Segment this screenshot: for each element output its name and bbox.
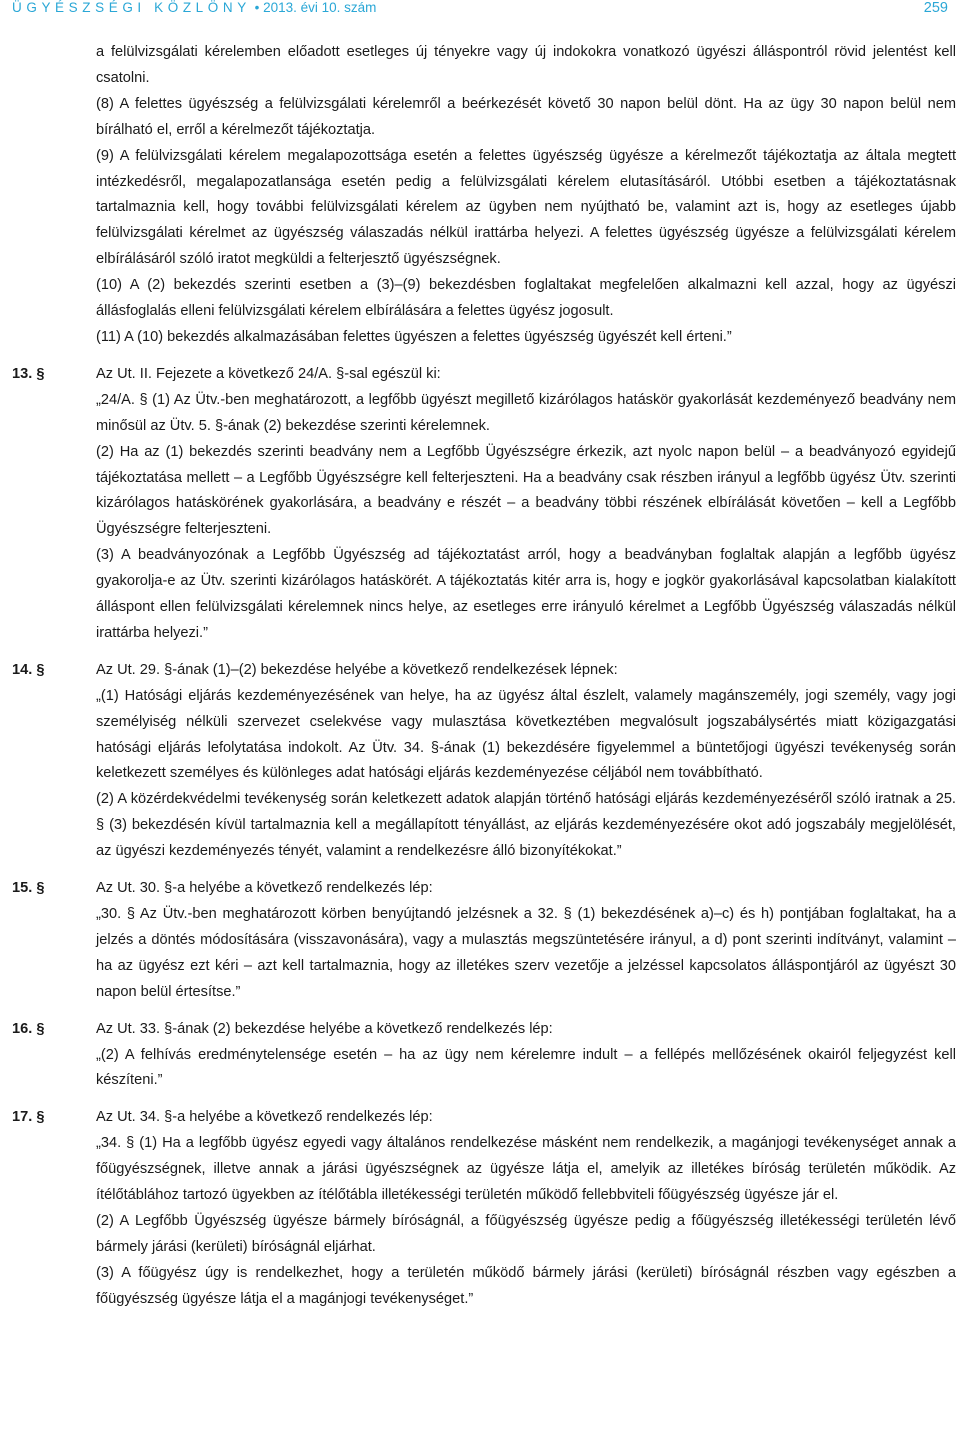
paragraph: a felülvizsgálati kérelemben előadott esetleges új tényekre vagy új indokokra vonatkozó ügyészi álláspontról rövid jelentést kell csatolni. [96,44,956,86]
paragraph: (3) A beadványozónak a Legfőbb Ügyészség ad tájékoztatást arról, hogy a beadványban foglaltak alapján a legfőbb ügyész gyakorolja-e az Ütv. szerinti kizárólagos hatáskörét. A tájékoztatás kitér arra is, hogy e jogkör gyakorlásával kapcsolatban kialakított álláspont ellen felülvizsgálati kérelemnek nincs helye, az esetleges erre irányuló kérelmet a Legfőbb Ügyészség válaszadás nélkül irattárba helyezi.” [96,547,956,641]
paragraph: (9) A felülvizsgálati kérelem megalapozottsága esetén a felettes ügyészség ügyésze a kérelmezőt tájékoztatja az általa megtett intézkedésről, megalapozatlansága esetén pedig a felülvizsgálati kérelem elutasításáról. Utóbbi esetben a tájékoztatásnak tartalmaznia kell, hogy további felülvizsgálati kérelem az ügyben nem nyújtható be, valamint azt is, hogy az esetleges újabb felülvizsgálati kérelmet az ügyészség válaszadás nélkül irattárba helyezi. A felettes ügyészség ügyésze a felülvizsgálati kérelem elbírálásáról szóló iratot megküldi a felterjesztő ügyészségnek. [96,147,956,268]
paragraph: Az Ut. 30. §-a helyébe a következő rendelkezés lép: [96,880,433,897]
paragraph: (11) A (10) bekezdés alkalmazásában felettes ügyészen a felettes ügyészség ügyészét kell érteni.” [96,328,732,345]
paragraph: Az Ut. II. Fejezete a következő 24/A. §-sal egészül ki: [96,365,441,382]
header-journal-info [12,0,376,16]
document-body [0,40,960,1313]
section-number: 15. § [12,880,45,897]
paragraph: „34. § (1) Ha a legfőbb ügyész egyedi vagy általános rendelkezése másként nem rendelkezik, a magánjogi tevékenységet annak a főügyészségnek, illetve annak a járási ügyészségnek az ügyésze látja el, amelyik az illetékes bíróság területén működik. Az ítélőtáblához tartozó ügyekben az ítélőtábla illetékességi területén működő fellebbviteli főügyészség ügyésze jár el. [96,1135,956,1204]
paragraph: „24/A. § (1) Az Ütv.-ben meghatározott, a legfőbb ügyészt megillető kizárólagos hatáskör gyakorlását kezdeményező beadvány nem minősül az Ütv. 5. §-ának (2) bekezdése szerinti kérelemnek. [96,391,956,434]
section-body [96,876,956,1006]
section-body [96,658,956,865]
journal-title: ÜGYÉSZSÉGI KÖZLÖNY [12,0,251,15]
paragraph: (8) A felettes ügyészség a felülvizsgálati kérelemről a beérkezését követő 30 napon belül dönt. Ha az ügy 30 napon belül nem bírálható el, erről a kérelmezőt tájékoztatja. [96,95,956,138]
section-body [96,362,956,647]
section-number: 16. § [12,1020,45,1037]
paragraph: Az Ut. 34. §-a helyébe a következő rendelkezés lép: [96,1109,433,1126]
section-17 [0,1105,960,1312]
paragraph: (3) A főügyész úgy is rendelkezhet, hogy a területén működő bármely járási (kerületi) bíróságnál részben vagy egészben a főügyészség ügyésze látja el a magánjogi tevékenységet.” [96,1264,956,1307]
section-14 [0,658,960,865]
paragraph: Az Ut. 33. §-ának (2) bekezdése helyébe a következő rendelkezés lép: [96,1020,553,1037]
paragraph: (2) A közérdekvédelmi tevékenység során keletkezett adatok alapján történő hatósági eljárás kezdeményezéséről szóló iratnak a 25. § (3) bekezdésén kívül tartalmaznia kell a megállapított tényállást, az eljárás kezdeményezésére okot adó jogszabály megjelölését, az ügyészi kezdeményezés tényét, valamint a rendelkezésre álló bizonyítékokat.” [96,791,956,860]
section-body [96,1105,956,1312]
section-15 [0,876,960,1006]
page-number: 259 [923,0,948,16]
paragraph: „(1) Hatósági eljárás kezdeményezésének van helye, ha az ügyész által észlelt, valamely magánszemély, jogi személy, vagy jogi személyiség nélküli szervezet cselekvése vagy mulasztása következtében megvalósult jogszabálysértés miatt közigazgatási hatósági eljárás lefolytatása indokolt. Az Ütv. 34. §-ának (1) bekezdésére figyelemmel a büntetőjogi ügyészi tevékenység során keletkezett személyes és különleges adat hatósági eljárás kezdeményezése céljából nem továbbítható. [96,687,956,782]
paragraph: (10) A (2) bekezdés szerinti esetben a (3)–(9) bekezdésben foglaltakat megfelelően alkalmazni kell azzal, hogy az ügyészi állásfoglalás elleni felülvizsgálati kérelem elbírálására a felettes ügyész jogosult. [96,277,956,320]
paragraph: Az Ut. 29. §-ának (1)–(2) bekezdése helyébe a következő rendelkezések lépnek: [96,661,618,678]
paragraph: (2) A Legfőbb Ügyészség ügyésze bármely bíróságnál, a főügyészség ügyésze pedig a főügyészség illetékességi területén lévő bármely járási (kerületi) bíróságnál eljárhat. [96,1212,956,1255]
section-13 [0,362,960,647]
continued-text [96,40,956,351]
paragraph: (2) Ha az (1) bekezdés szerinti beadvány nem a Legfőbb Ügyészségre érkezik, azt nyolc napon belül – a beadványozó egyidejű tájékoztatása mellett – a Legfőbb Ügyészségre kell felterjeszteni. Ha a beadvány csak részben irányul a legfőbb ügyész Ütv. szerinti kizárólagos hatáskörének gyakorlására, a beadvány e részét – a beadvány többi részének elbírálását követően – kell a Legfőbb Ügyészségre felterjeszteni. [96,443,956,538]
paragraph: „30. § Az Ütv.-ben meghatározott körben benyújtandó jelzésnek a 32. § (1) bekezdésének a)–c) és h) pontjában foglaltakat, ha a jelzés a döntés módosítására (visszavonására), vagy a mulasztás megszüntetésére irányul, a d) pont szerinti indítványt, valamint – ha az ügyész ezt kéri – azt kell tartalmaznia, hogy az illetékes szerv vezetője a jelzéssel kapcsolatos álláspontjáról az ügyészt 30 napon belül értesítse.” [96,906,956,1000]
issue-label: 2013. évi 10. szám [263,0,377,15]
section-16 [0,1017,960,1095]
paragraph: „(2) A felhívás eredménytelensége esetén – ha az ügy nem kérelemre indult – a fellépés mellőzésének okairól feljegyzést kell készíteni.” [96,1046,956,1089]
running-header [12,0,948,20]
header-separator: • [254,0,260,15]
section-number: 13. § [12,365,45,382]
section-number: 14. § [12,661,45,678]
section-body [96,1017,956,1095]
section-number: 17. § [12,1109,45,1126]
